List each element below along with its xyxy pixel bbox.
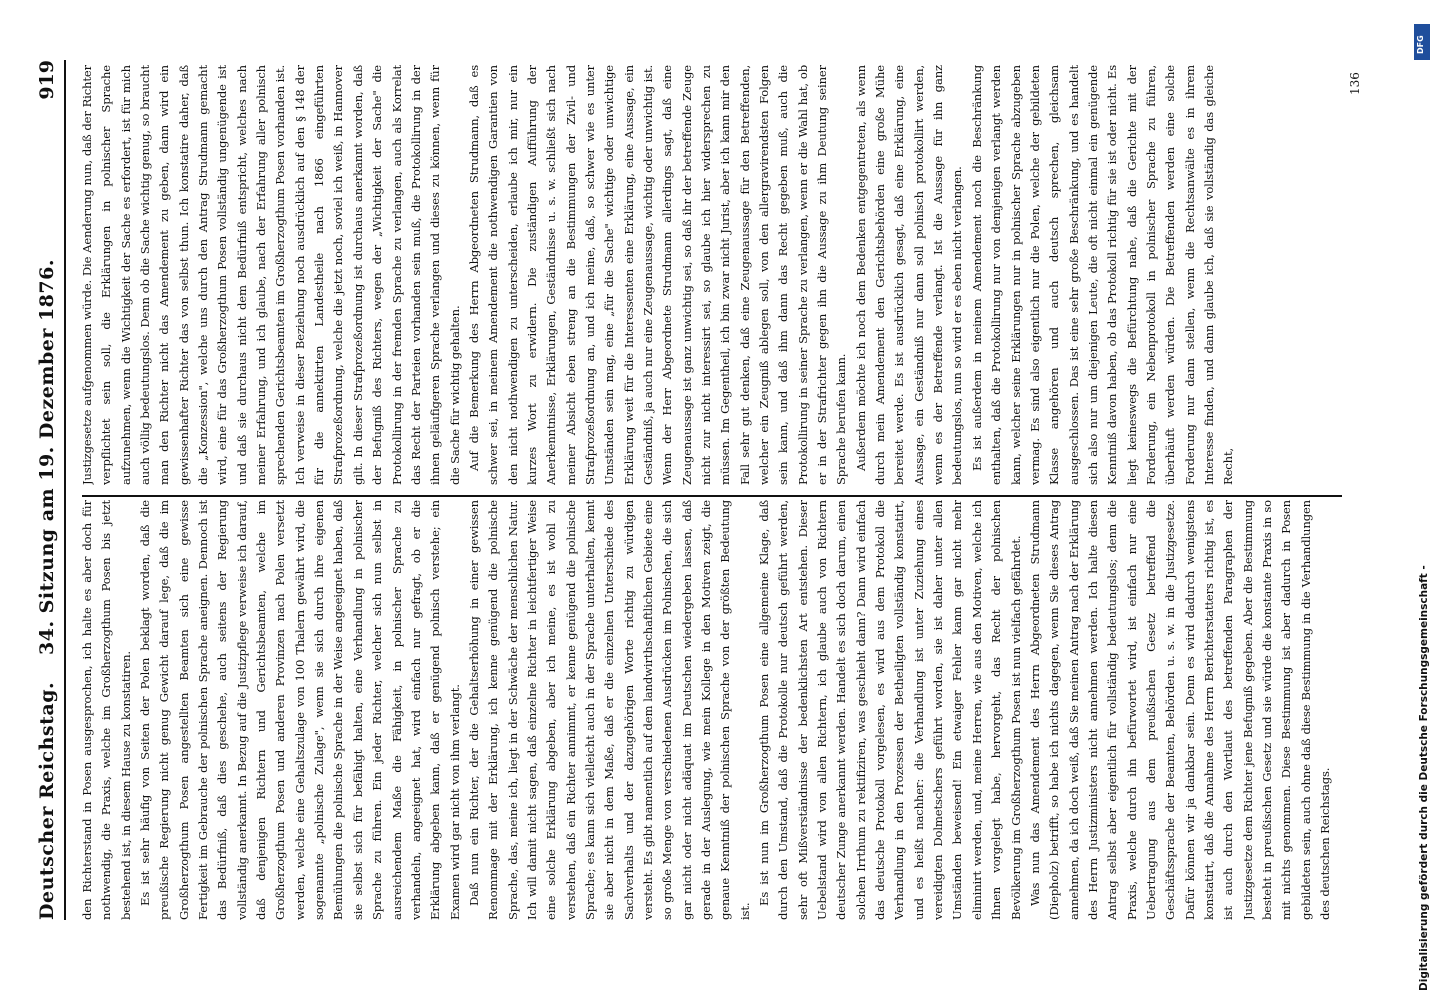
left-paragraph-3: Daß nun ein Richter, der die Gehaltserhöhung in einer gewissen Renommage mit der Erklärung, ich kenne genügend die polnische Sprache, das, meine ich, liegt in der Schwäche der menschlichen Natur. Ich will damit nicht sagen, daß einzelne Richter in leichtfertiger Weise eine solche Erklärung abgeben, aber ich meine, es ist wohl zu verstehen, daß ein Richter annimmt, er kenne genügend die polnische Sprache; es kann sich vielleicht auch in der Sprache unterhalten, kennt sie aber nicht in dem Maße, daß er die einzelnen Unterschiede des Sachverhalts und der dazugehörigen Worte richtig zu würdigen versteht. Es gibt namentlich auf dem landwirthschaftlichen Gebiete eine so große Menge von verschiedenen Ausdrücken im Polnischen, die sich gar nicht oder nicht adäquat im Deutschen wiedergeben lassen, daß gerade in der Auslegung, wie mein Kollege in den Motiven zeigt, die genaue Kenntniß der polnischen Sprache von der größten Bedeutung ist.: [466, 500, 752, 920]
page-header: [34, 60, 66, 920]
right-paragraph-1: Justizgesetze aufgenommen würde. Die Aenderung nun, daß der Richter verpflichtet sein soll, die Erklärungen in polnischer Sprache aufzunehmen, wenn die Wichtigkeit der Sache es erfordert, ist für mich auch völlig bedeutungslos. Denn ob die Sache wichtig genug, so braucht man den Richter nicht das Amendement zu geben, dann wird ein gewissenhafter Richter das von selbst thun. Ich konstatire daher, daß die „Konzession", welche uns durch den Antrag Strudmann gemacht wird, eine für das Großherzogthum Posen vollständig ungenügende ist und daß sie durchaus nicht dem Bedürfniß entspricht, welches nach meiner Erfahrung, und ich glaube, nach der Erfahrung aller polnisch sprechenden Gerichtsbeamten im Großherzogthum Posen vorhanden ist. Ich verweise in dieser Beziehung noch ausdrücklich auf den § 148 der für die annektirten Landestheile nach 1866 eingeführten Strafprozeßordnung, welche die jetzt noch, soviel ich weiß, in Hannover gilt. In dieser Strafprozeßordnung ist durchaus anerkannt worden, daß der Befugniß des Richters, wegen der „Wichtigkeit der Sache" die Protokollirung in der fremden Sprache zu verlangen, auch als Korrelat das Recht der Parteien vorhanden sein muß, die Protokollirung in der ihnen geläufigeren Sprache verlangen und dieses zu können, wenn für die Sache für wichtig gehalten.: [80, 65, 462, 485]
left-paragraph-1: den Richterstand in Posen ausgesprochen, ich halte es aber doch für nothwendig, die Praxis, welche im Großherzogthum Posen bis jetzt bestehend ist, in diesem Hause zu konstatiren.: [80, 500, 133, 920]
left-column: [78, 500, 1368, 920]
digitization-note: [1418, 0, 1432, 995]
right-paragraph-4: Es ist außerdem in meinem Amendement noch die Beschränkung enthalten, daß die Protokollirung nur von demjenigen verlangt werden kann, welcher seine Erklärungen nur in polnischer Sprache abzugeben vermag. Es sind also eigentlich nur die Polen, welche der gebildeten Klasse angehören und auch deutsch sprechen, gleichsam ausgeschlossen. Das ist eine sehr große Beschränkung, und es handelt sich also nur um diejenigen Leute, die oft nicht einmal ein genügende Kenntniß davon haben, ob das Protokoll richtig für sie ist oder nicht. Es liegt keineswegs die Befürchtung nahe, daß die Gerichte mit der Forderung, ein Nebenprotokoll in polnischer Sprache zu führen, überhäuft werden würden. Die Betreffenden werden eine solche Forderung nur dann stellen, wenn die Rechtsanwälte es in ihrem Interesse finden, und dann glaube ich, daß sie vollständig das gleiche Recht,: [969, 65, 1236, 485]
right-paragraph-3: Außerdem möchte ich noch dem Bedenken entgegentreten, als wenn durch mein Amendement den Gerichtsbehörden eine große Mühe bereitet werde. Es ist ausdrücklich gesagt, daß eine Erklärung, eine Aussage, ein Geständniß nur dann soll polnisch protokollirt werden, wenn es der Betreffende verlangt. Ist die Aussage für ihn ganz bedeutungslos, nun so wird er es eben nicht verlangen.: [853, 65, 965, 485]
right-paragraph-2: Auf die Bemerkung des Herrn Abgeordneten Strudmann, daß es schwer sei, in meinem Amendement die nothwendigen Garantien von den nicht nothwendigen zu unterscheiden, erlaube ich mir, nur ein kurzes Wort zu erwidern. Die zuständigen Aufführung der Anerkenntnisse, Erklärungen, Geständnisse u. s. w. schließt sich nach meiner Absicht eben streng an die Bestimmungen der Zivil- und Strafprozeßordnung an, und ich meine, daß, so schwer wie es unter Umständen sein mag, eine „für die Sache" wichtige oder unwichtige Erklärung weit für die Interessenten eine Erklärung, eine Aussage, ein Geständniß, ja auch nur eine Zeugenaussage, wichtig oder unwichtig ist. Wenn der Herr Abgeordnete Strudmann allerdings sagt, daß eine Zeugenaussage ist ganz unwichtig sei, so daß ihr der betreffende Zeuge nicht zur nicht interessirt sei, so glaube ich hier widersprechen zu müssen. Im Gegentheil, ich bin zwar nicht Jurist, aber ich kann mir den Fall sehr gut denken, daß eine Zeugenaussage für den Betreffenden, welcher ein Zeugniß ablegen soll, von den allergravirendsten Folgen sein kann, und daß ihm dann das Recht gegeben muß, auch die Protokollirung in seiner Sprache zu verlangen, wenn er die Wahl hat, ob er in der Strafrichter gegen ihn die Aussage zu ihm Deutung seiner Sprache berufen kann.: [466, 65, 849, 485]
right-column: [78, 65, 1368, 485]
left-paragraph-5: Was nun das Amendement des Herrn Abgeordneten Strudmann (Diepholz) betrifft, so habe ich nichts dagegen, wenn Sie dieses Antrag annehmen, da ich doch weiß, daß Sie meinen Antrag nach der Erklärung des Herrn Justizministers nicht annehmen werden. Ich halte diesen Antrag selbst aber eigentlich für vollständig bedeutungslos; denn die Praxis, welche durch ihn befürwortet wird, ist einfach nur eine Uebertragung aus dem preußischen Gesetz betreffend die Geschäftssprache der Beamten, Behörden u. s. w. in die Justizgesetze. Dafür können wir ja dankbar sein. Denn es wird dadurch wenigstens konstatirt, daß die Annahme des Herrn Berichterstatters richtig ist, es ist auch durch den Wortlaut des betreffenden Paragraphen der Justizgesetze dem Richter jene Befugniß gegeben. Aber die Bestimmung besteht in preußischen Gesetz und sie würde die konstante Praxis in so mit nichts genommen. Diese Bestimmung ist aber dadurch in Posen gebildeten sein, auch ohne daß diese Bestimmung in die Verhandlungen des deutschen Reichstags.: [1027, 500, 1332, 920]
left-paragraph-2: Es ist sehr häufig von Seiten der Polen beklagt worden, daß die preußische Regierung nicht genug Gewicht darauf lege, daß die im Großherzogthum Posen angestellten Beamten sich eine gewisse Fertigkeit im Gebrauche der polnischen Sprache aneignen. Dennoch ist das Bedürfniß, daß dies geschehe, auch seitens der Regierung vollständig anerkannt. In Bezug auf die Justizpflege verweise ich darauf, daß denjenigen Richtern und Gerichtsbeamten, welche im Großherzogthum Posen und anderen Provinzen nach Polen versetzt werden, welche eine Gehaltszulage von 100 Thalern gewährt wird, die sogenannte „polnische Zulage", wenn sie sich durch ihre eigenen Bemühungen die polnische Sprache in der Weise angeeignet haben, daß sie selbst sich für befähigt halten, eine Verhandlung in polnischer Sprache zu führen. Ein jeder Richter, welcher sich nun selbst in ausreichendem Maße die Fähigkeit, in polnischer Sprache zu verhandeln, angeeignet hat, wird einfach nur gefragt, ob er die Erklärung abgeben kann, daß er genügend polnisch verstehe; ein Examen wird gar nicht von ihm verlangt.: [138, 500, 462, 920]
digitization-note-text: Digitalisierung gefördert durch die Deutsche Forschungsgemeinschaft -: [1418, 565, 1430, 991]
header-page-number: 919: [36, 60, 58, 100]
header-title: Deutscher Reichstag.: [36, 681, 58, 920]
left-paragraph-4: Es ist nun im Großherzogthum Posen eine allgemeine Klage, daß durch den Umstand, daß die Protokolle nur deutsch geführt werden, sehr oft Mißverständnisse der bedenklichsten Art entstehen. Dieser Uebelstand wird von allen Richtern, ich glaube auch von Richtern deutscher Zunge anerkannt werden. Handelt es sich doch darum, einen solchen Irrthum zu rektifiziren, was geschieht dann? Dann wird einfach das deutsche Protokoll vorgelesen, es wird aus dem Protokoll die Verhandlung in den Prozessen der Betheiligten vollständig konstatirt, und es heißt nachher: die Verhandlung ist unter Zuziehung eines vereidigten Dolmetschers geführt worden, sie ist daher unter allen Umständen beweisend! Ein etwaiger Fehler kann gar nicht mehr eliminirt werden, und, meine Herren, wie aus den Motiven, welche ich Ihnen vorgelegt habe, hervorgeht, das Recht der polnischen Bevölkerung im Großherzogthum Posen ist nun vielfach gefährdet.: [757, 500, 1023, 920]
header-session: 34. Sitzung am 19. Dezember 1876.: [36, 259, 58, 655]
signature-number: 136: [1348, 72, 1362, 95]
column-divider: [82, 495, 1342, 497]
dfg-logo-text: DFG: [1416, 35, 1425, 54]
